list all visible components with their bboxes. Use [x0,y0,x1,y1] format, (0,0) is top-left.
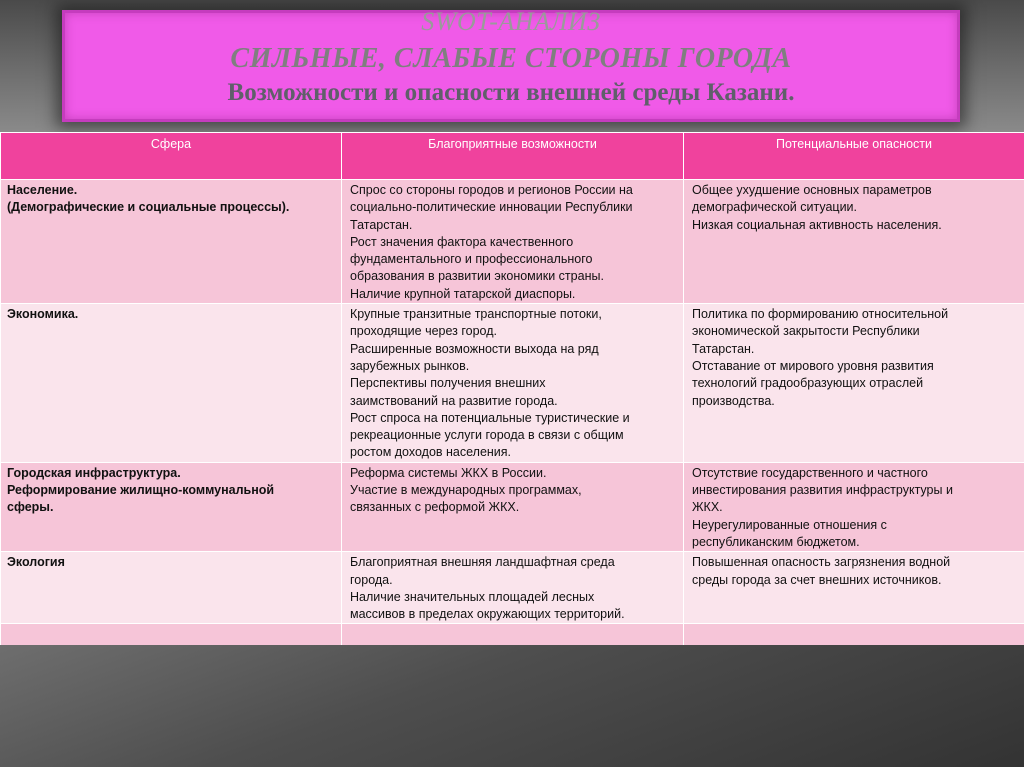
title-line-2: СИЛЬНЫЕ, СЛАБЫЕ СТОРОНЫ ГОРОДА [230,43,792,74]
cell-text-line: Рост значения фактора качественного [350,234,574,249]
cell-text-line: Политика по формированию относительной [692,307,949,322]
cell-text-line: ЖКХ. [692,500,723,515]
cell-text-line: технологий градообразующих отраслей [692,376,924,391]
header-sphere: Сфера [1,133,342,180]
title-line-3: Возможности и опасности внешней среды Казани. [227,79,795,106]
cell-text-line: экономической закрытости Республики [692,324,920,339]
cell-sphere [1,180,342,304]
cell-text-line: города. [350,572,393,587]
header-opportunities: Благоприятные возможности [342,133,684,180]
cell-text-line: Экология [7,555,65,570]
cell-text-line: Городская инфраструктура. [7,465,181,480]
cell-text-line: социально-политические инновации Республики [350,200,633,215]
cell-opportunities [342,304,684,463]
cell-opportunities [342,552,684,624]
cell-text-line: Низкая социальная активность населения. [692,217,942,232]
cell-text-line: Повышенная опасность загрязнения водной [692,555,951,570]
cell-text-line: Участие в международных программах, [350,483,582,498]
cell-text-line: проходящие через город. [350,324,498,339]
swot-table [0,132,1024,664]
cell-text-line: Неурегулированные отношения с [692,517,887,532]
cell-text-line: Наличие значительных площадей лесных [350,589,595,604]
cell-text-line: Расширенные возможности выхода на ряд [350,341,599,356]
cell-text-line: Отсутствие государственного и частного [692,465,928,480]
cell-text-line: рекреационные услуги города в связи с общим [350,428,624,443]
cell-text-line: производства. [692,393,775,408]
cell-text-line: массивов в пределах окружающих территорий. [350,607,625,622]
cell-text-line: Наличие крупной татарской диаспоры. [350,286,576,301]
table-row [1,552,1024,624]
cell-text-line: фундаментального и профессионального [350,252,593,267]
title-banner [62,7,960,122]
cell-text-line: республиканским бюджетом. [692,534,860,549]
cell-text-line: Спрос со стороны городов и регионов России на [350,183,633,197]
cell-text-line: Татарстан. [692,341,755,356]
bottom-background [0,645,1024,767]
cell-text-line: среды города за счет внешних источников. [692,572,942,587]
cell-sphere [1,552,342,624]
cell-threats [684,462,1024,551]
cell-text-line: Отставание от мирового уровня развития [692,358,934,373]
cell-text-line: связанных с реформой ЖКХ. [350,500,520,515]
cell-text-line: инвестирования развития инфраструктуры и [692,483,953,498]
cell-text-line: Крупные транзитные транспортные потоки, [350,307,602,322]
cell-opportunities [342,462,684,551]
cell-threats [684,304,1024,463]
cell-threats [684,180,1024,304]
cell-text-line: Общее ухудшение основных параметров [692,183,932,197]
cell-text-line: Экономика. [7,307,79,322]
cell-text-line: Благоприятная внешняя ландшафтная среда [350,555,615,570]
cell-text-line: образования в развитии экономики страны. [350,269,604,284]
cell-text-line: Татарстан. [350,217,413,232]
table-row [1,304,1024,463]
swot-table-container [0,132,1024,645]
cell-text-line: зарубежных рынков. [350,358,470,373]
cell-text-line: демографической ситуации. [692,200,858,215]
cell-text-line: сферы. [7,500,54,515]
cell-text-line: (Демографические и социальные процессы). [7,200,290,215]
cell-text-line: Рост спроса на потенциальные туристические и [350,410,630,425]
cell-text-line: Реформирование жилищно-коммунальной [7,483,275,498]
cell-sphere [1,462,342,551]
cell-text-line: ростом доходов населения. [350,445,512,460]
table-header-row [1,133,1024,180]
table-row [1,462,1024,551]
cell-text-line: заимствований на развитие города. [350,393,558,408]
title-line-1: SWOT-АНАЛИЗ [421,7,601,36]
cell-text-line: Перспективы получения внешних [350,376,546,391]
cell-sphere [1,304,342,463]
table-row [1,180,1024,304]
cell-opportunities [342,180,684,304]
cell-threats [684,552,1024,624]
cell-text-line: Население. [7,183,78,197]
cell-text-line: Реформа системы ЖКХ в России. [350,465,547,480]
header-threats: Потенциальные опасности [684,133,1024,180]
